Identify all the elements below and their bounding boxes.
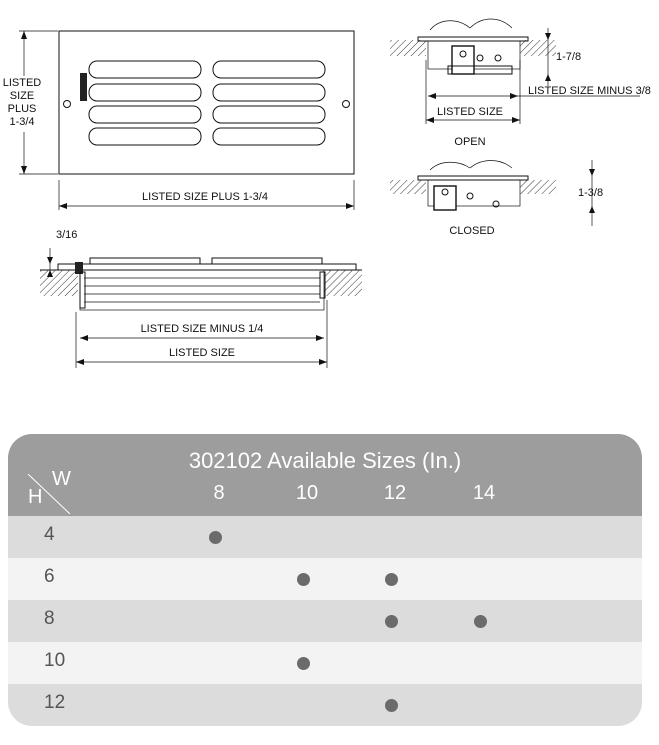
front-view	[2, 31, 354, 210]
open-inner-label: LISTED SIZE MINUS 3/8	[528, 85, 651, 97]
availability-dot	[385, 699, 398, 712]
open-view	[390, 19, 651, 148]
screw-icon	[64, 101, 71, 108]
damper-lever-icon	[80, 73, 87, 101]
section-outer-label: LISTED SIZE	[168, 347, 236, 359]
section-inner-label: LISTED SIZE MINUS 1/4	[140, 323, 264, 335]
corner-width-label: W	[52, 468, 71, 490]
open-outer-label: LISTED SIZE	[436, 106, 504, 118]
height-label-line1: LISTED	[2, 77, 42, 89]
sizes-table	[8, 434, 642, 726]
availability-dot	[385, 573, 398, 586]
height-label-line4: 1-3/4	[9, 116, 35, 128]
row-height-value: 6	[44, 566, 55, 587]
height-label-line3: PLUS	[7, 103, 37, 115]
width-column-header: 10	[295, 482, 319, 504]
section-view	[40, 229, 362, 368]
width-column-header: 14	[472, 482, 496, 504]
table-title: 302102 Available Sizes (In.)	[188, 448, 462, 473]
table-row	[8, 684, 642, 726]
open-depth-label: 1-7/8	[556, 51, 582, 63]
row-height-value: 4	[44, 524, 55, 545]
screw-icon	[343, 101, 350, 108]
availability-dot	[385, 615, 398, 628]
table-row	[8, 642, 642, 684]
availability-dot	[209, 531, 222, 544]
width-column-header: 12	[383, 482, 407, 504]
closed-caption: CLOSED	[449, 225, 495, 237]
row-height-value: 8	[44, 608, 55, 629]
row-height-value: 10	[44, 650, 66, 671]
open-caption: OPEN	[454, 136, 486, 148]
height-label-line2: SIZE	[9, 90, 35, 102]
table-row	[8, 600, 642, 642]
availability-dot	[297, 573, 310, 586]
flange-thickness-label: 3/16	[56, 229, 78, 241]
width-label: LISTED SIZE PLUS 1-3/4	[142, 191, 268, 203]
width-column-header: 8	[213, 482, 225, 504]
corner-height-label: H	[28, 486, 43, 508]
availability-dot	[474, 615, 487, 628]
closed-depth-label: 1-3/8	[578, 187, 604, 199]
availability-dot	[297, 657, 310, 670]
row-height-value: 12	[44, 692, 66, 713]
table-row	[8, 558, 642, 600]
table-header	[8, 434, 642, 516]
table-row	[8, 516, 642, 558]
closed-view	[390, 160, 603, 237]
